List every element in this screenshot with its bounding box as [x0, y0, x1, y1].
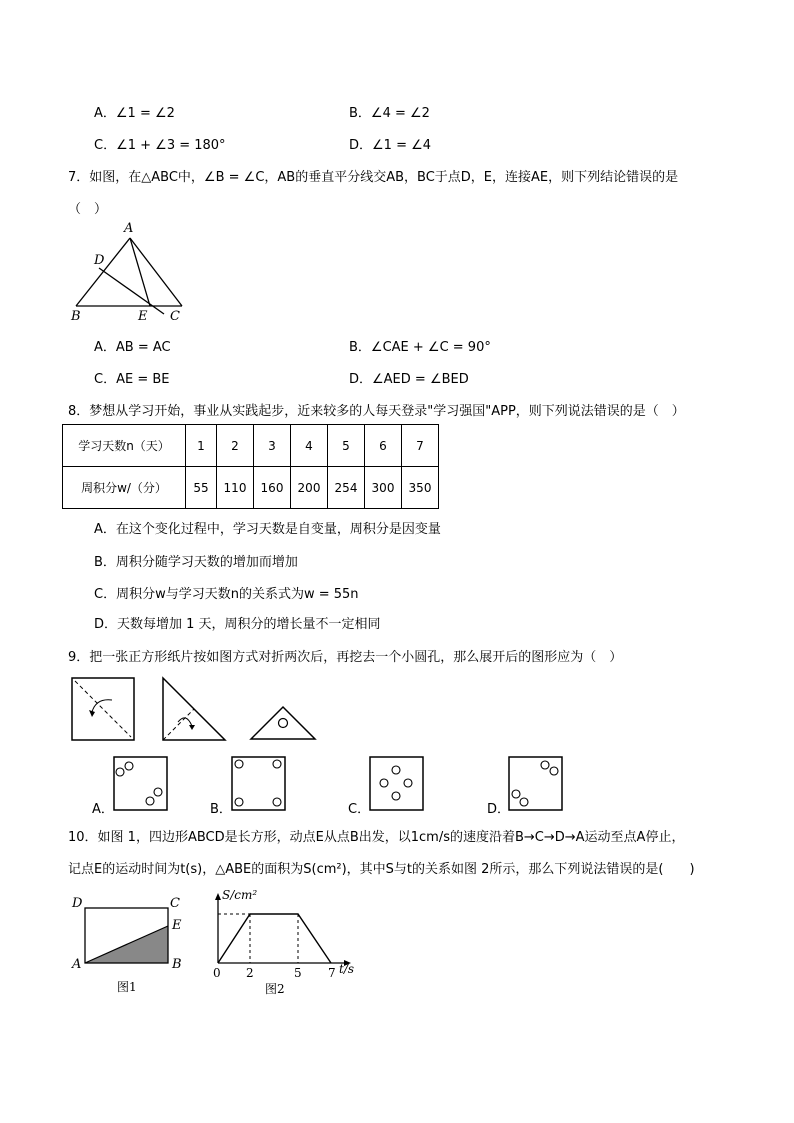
q10-line1: 10．如图 1，四边形ABCD是长方形，动点E从点B出发，以1cm/s的速度沿着B→C→D→A运动至点A停止，	[68, 830, 685, 845]
q6-option-b: B．∠4 = ∠2	[349, 106, 430, 121]
table-cell: 6	[365, 425, 402, 467]
table-cell: 300	[365, 467, 402, 509]
q7-option-c: C．AE = BE	[94, 372, 170, 387]
table-cell: 1	[186, 425, 217, 467]
q7-option-a: A．AB = AC	[94, 340, 171, 355]
table-cell: 4	[291, 425, 328, 467]
table-cell: 7	[402, 425, 439, 467]
q8-option-d: D．天数每增加 1 天，周积分的增长量不一定相同	[94, 617, 381, 632]
table-cell: 160	[254, 467, 291, 509]
q10-line2: 记点E的运动时间为t(s)，△ABE的面积为S(cm²)，其中S与t的关系如图 2所示，那么下列说法错误的是( )	[68, 862, 695, 877]
q6-option-c: C．∠1 + ∠3 = 180°	[94, 138, 226, 153]
q7-stem: 7．如图，在△ABC中，∠B = ∠C，AB的垂直平分线交AB，BC于点D，E，连接AE，则下列结论错误的是	[68, 170, 679, 185]
q9-option-b-label: B．	[210, 802, 232, 817]
q10-fig1-label-a: A	[72, 957, 82, 972]
table-cell: 350	[402, 467, 439, 509]
q7-option-b: B．∠CAE + ∠C = 90°	[349, 340, 491, 355]
table-cell: 110	[217, 467, 254, 509]
q7-option-d: D．∠AED = ∠BED	[349, 372, 469, 387]
q10-fig2-caption: 图2	[265, 982, 285, 996]
q9-option-a-label: A．	[92, 802, 114, 817]
q8-option-b: B．周积分随学习天数的增加而增加	[94, 555, 298, 570]
q6-option-d: D．∠1 = ∠4	[349, 138, 432, 153]
q7-label-b: B	[71, 309, 81, 324]
table-header-days: 学习天数n（天）	[63, 425, 186, 467]
q10-fig2-y-label: S/cm²	[222, 888, 258, 902]
table-header-score: 周积分w/（分）	[63, 467, 186, 509]
table-cell: 3	[254, 425, 291, 467]
q7-label-c: C	[170, 309, 180, 324]
q10-fig2-tick: 7	[328, 966, 336, 980]
q6-option-a: A．∠1 = ∠2	[94, 106, 175, 121]
q8-option-c: C．周积分w与学习天数n的关系式为w = 55n	[94, 587, 359, 602]
table-cell: 2	[217, 425, 254, 467]
q10-fig2-origin: 0	[213, 966, 221, 980]
q10-fig2-x-label: t/s	[339, 962, 355, 976]
q10-fig1-label-b: B	[172, 957, 182, 972]
q8-stem: 8．梦想从学习开始，事业从实践起步，近来较多的人每天登录"学习强国"APP，则下列说法错误的是（ ）	[68, 404, 685, 419]
q7-label-a: A	[124, 221, 134, 236]
q9-option-c-label: C．	[348, 802, 371, 817]
table-cell: 55	[186, 467, 217, 509]
q7-blank: （ ）	[68, 202, 108, 217]
q8-option-a: A．在这个变化过程中，学习天数是自变量，周积分是因变量	[94, 522, 441, 537]
table-cell: 200	[291, 467, 328, 509]
table-cell: 254	[328, 467, 365, 509]
q10-fig2-tick: 2	[246, 966, 254, 980]
q9-option-d-label: D．	[487, 802, 511, 817]
q10-fig2-tick: 5	[294, 966, 302, 980]
q10-fig1-label-d: D	[72, 896, 83, 911]
q10-fig1-caption: 图1	[117, 980, 137, 994]
table-cell: 5	[328, 425, 365, 467]
q10-fig1-label-c: C	[170, 896, 180, 911]
q10-fig1-label-e: E	[172, 918, 182, 933]
q7-label-e: E	[138, 309, 148, 324]
q7-label-d: D	[94, 253, 105, 268]
q9-stem: 9．把一张正方形纸片按如图方式对折两次后，再挖去一个小圆孔，那么展开后的图形应为（ ）	[68, 650, 623, 665]
